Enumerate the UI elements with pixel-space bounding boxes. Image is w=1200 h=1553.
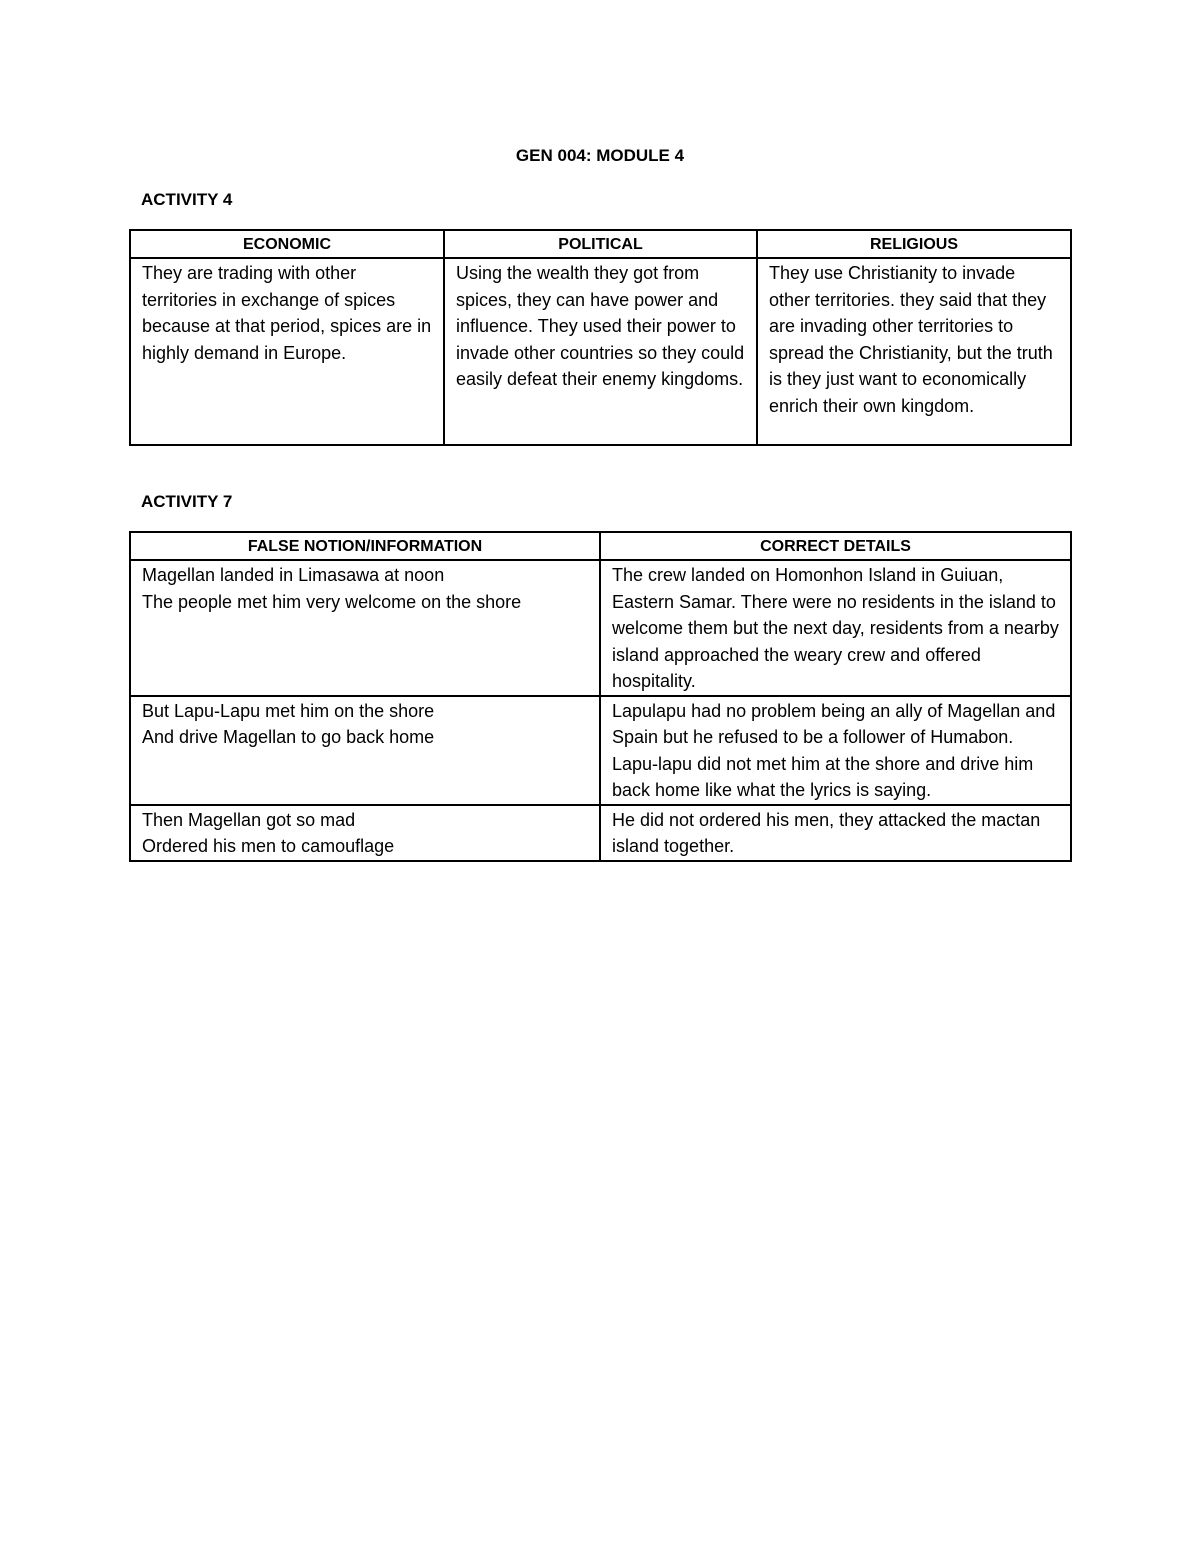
page-title: GEN 004: MODULE 4: [515, 146, 685, 165]
false-notion-cell: [130, 560, 600, 696]
activity-7-table: [129, 531, 1072, 862]
header-correct-details: CORRECT DETAILS: [600, 532, 1071, 560]
false-notion-line: Then Magellan got so mad: [142, 809, 356, 830]
cell-economic: They are trading with other territories in exchange of spices because at that period, spices are in highly demand in Europe.: [130, 258, 444, 445]
activity-4-table: [129, 229, 1072, 446]
cell-religious: They use Christianity to invade other territories. they said that they are invading other territories to spread the Christianity, but the truth is they just want to economically enrich their own kingdom.: [757, 258, 1071, 445]
false-notion-line: The people met him very welcome on the shore: [142, 591, 522, 612]
false-notion-line: Magellan landed in Limasawa at noon: [142, 565, 445, 585]
correct-details-cell: He did not ordered his men, they attacked the mactan island together.: [600, 805, 1071, 861]
table-header-row: [130, 532, 1071, 560]
table-row: [130, 805, 1071, 861]
header-religious: RELIGIOUS: [757, 230, 1071, 258]
correct-details-cell: Lapulapu had no problem being an ally of Magellan and Spain but he refused to be a follower of Humabon. Lapu-lapu did not met him at the shore and drive him back home like what the lyrics is saying.: [600, 696, 1071, 805]
false-notion-cell: [130, 696, 600, 805]
cell-political: Using the wealth they got from spices, they can have power and influence. They used their power to invade other countries so they could easily defeat their enemy kingdoms.: [444, 258, 757, 445]
false-notion-line: And drive Magellan to go back home: [142, 727, 435, 747]
table-row: [130, 696, 1071, 805]
header-economic: ECONOMIC: [130, 230, 444, 258]
activity-7-heading: ACTIVITY 7: [141, 492, 233, 511]
false-notion-line: But Lapu-Lapu met him on the shore: [142, 700, 435, 721]
header-political: POLITICAL: [444, 230, 757, 258]
table-row: [130, 560, 1071, 696]
activity-4-heading: ACTIVITY 4: [141, 190, 233, 209]
table-row: [130, 258, 1071, 445]
header-false-notion: FALSE NOTION/INFORMATION: [130, 532, 600, 560]
table-header-row: [130, 230, 1071, 258]
false-notion-cell: [130, 805, 600, 861]
false-notion-line: Ordered his men to camouflage: [142, 836, 395, 856]
correct-details-cell: The crew landed on Homonhon Island in Guiuan, Eastern Samar. There were no residents in the island to welcome them but the next day, residents from a nearby island approached the weary crew and offered hospitality.: [600, 560, 1071, 696]
